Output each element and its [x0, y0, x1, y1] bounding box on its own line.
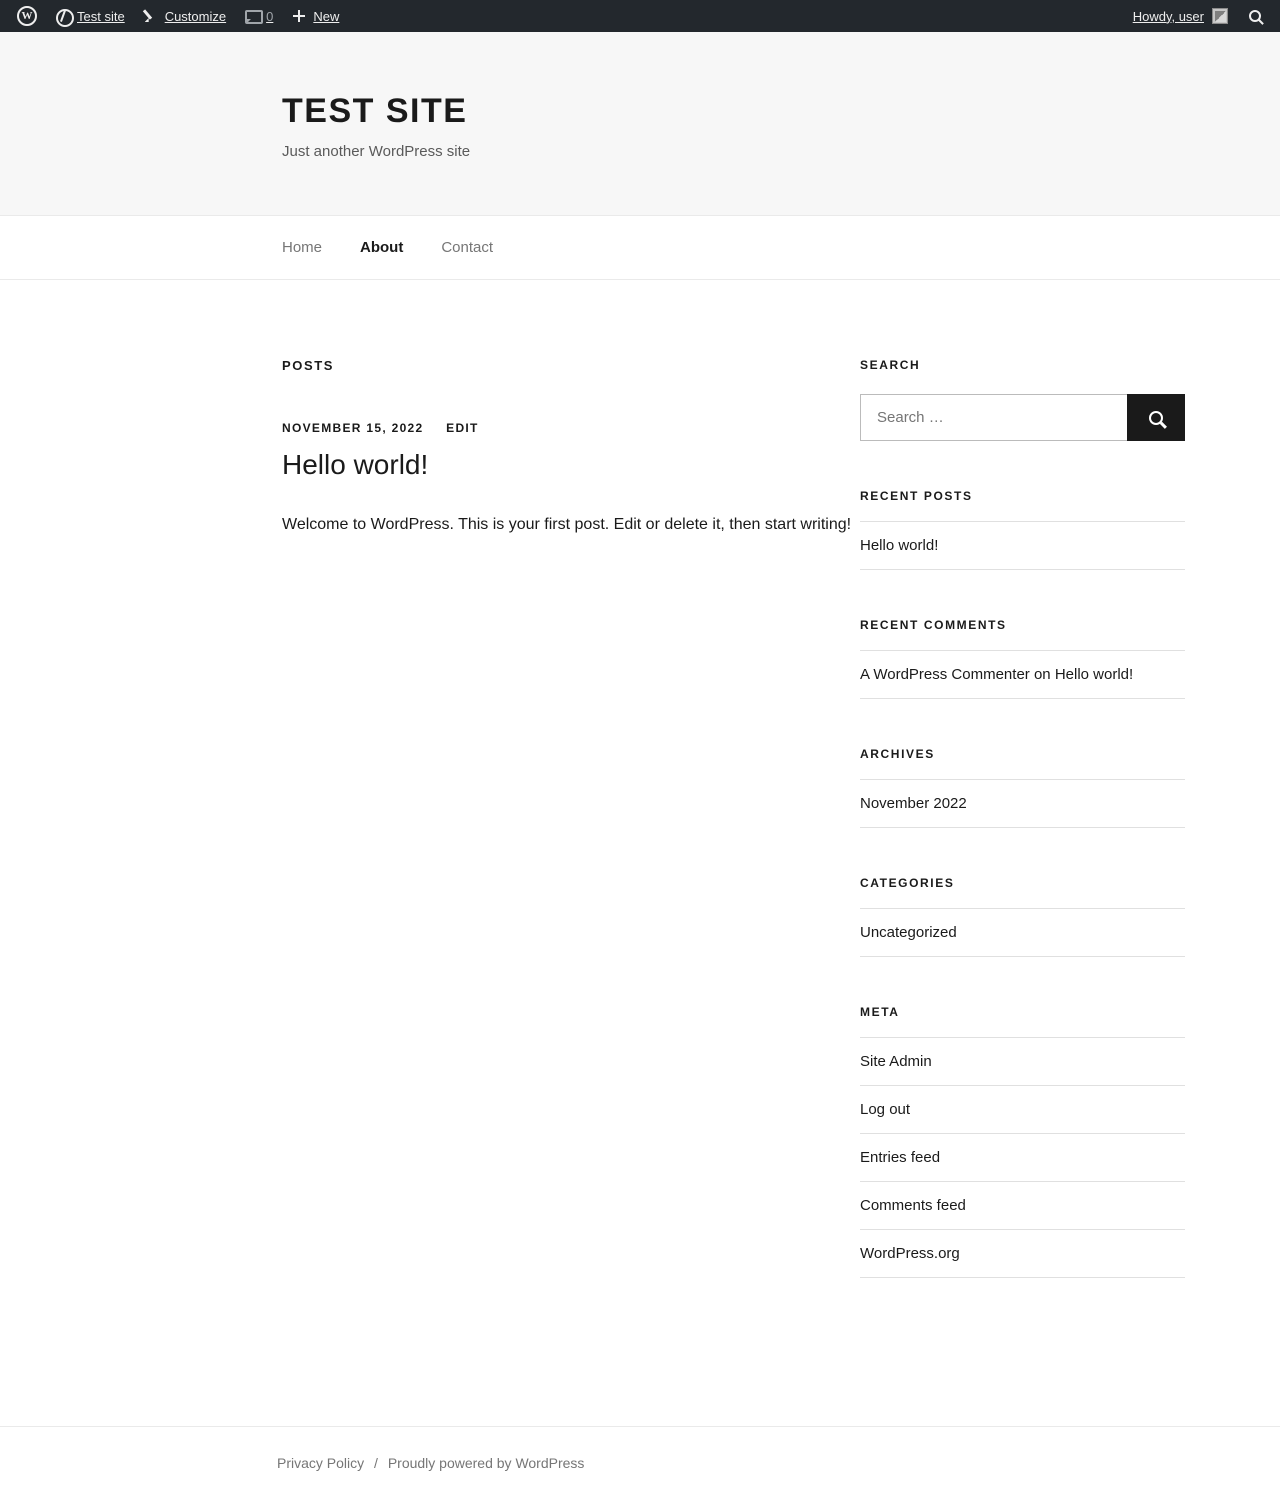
admin-bar-customize-label: Customize	[164, 8, 227, 24]
widget-recent-posts-title: RECENT POSTS	[860, 489, 973, 503]
recent-comments-list	[860, 650, 1185, 699]
list-item	[860, 1230, 1185, 1278]
footer-wrap	[94, 1455, 1186, 1471]
pencil-icon	[143, 8, 159, 24]
meta-list	[860, 1037, 1185, 1278]
footer-credits	[277, 1455, 1186, 1471]
category-link[interactable]: Uncategorized	[860, 924, 957, 941]
main-content	[282, 358, 860, 1326]
site-header-wrap	[94, 92, 1186, 160]
nav-wrap	[94, 216, 1186, 279]
posts-section-label: POSTS	[282, 358, 335, 373]
admin-bar-new-label: New	[313, 8, 340, 24]
search-form	[860, 394, 1185, 441]
admin-bar-new-content[interactable]	[282, 0, 348, 32]
categories-list	[860, 908, 1185, 957]
admin-bar	[0, 0, 1280, 32]
nav-link-home[interactable]: Home	[282, 239, 323, 256]
widget-search	[860, 358, 1185, 441]
meta-link-site-admin[interactable]: Site Admin	[860, 1053, 932, 1070]
admin-bar-search-button[interactable]	[1238, 0, 1272, 32]
nav-item-contact	[441, 216, 531, 279]
archive-link[interactable]: November 2022	[860, 795, 967, 812]
meta-link-wordpress-org[interactable]: WordPress.org	[860, 1245, 960, 1262]
nav-link-about[interactable]: About	[360, 239, 404, 256]
search-icon	[1249, 10, 1261, 22]
site-branding	[282, 92, 1186, 160]
admin-bar-wp-logo[interactable]	[8, 0, 46, 32]
comment-post-link[interactable]: Hello world!	[1054, 666, 1134, 683]
widget-meta	[860, 1005, 1185, 1278]
plus-icon	[291, 8, 307, 24]
list-item	[860, 1134, 1185, 1182]
archives-list	[860, 779, 1185, 828]
comment-on-word: on	[1033, 666, 1051, 683]
post-article	[282, 421, 860, 538]
search-input[interactable]	[860, 394, 1127, 441]
recent-posts-list	[860, 521, 1185, 570]
admin-bar-right-group	[1123, 0, 1272, 32]
footer-privacy-policy-link[interactable]: Privacy Policy	[277, 1455, 365, 1471]
widget-recent-comments	[860, 618, 1185, 699]
widget-meta-title: META	[860, 1005, 900, 1019]
list-item	[860, 650, 1185, 699]
widget-recent-comments-title: RECENT COMMENTS	[860, 618, 1007, 632]
nav-list	[282, 216, 1186, 279]
admin-bar-my-account[interactable]	[1123, 0, 1238, 32]
meta-link-entries-feed[interactable]: Entries feed	[860, 1149, 941, 1166]
recent-post-link[interactable]: Hello world!	[860, 537, 939, 554]
admin-bar-comments[interactable]	[235, 0, 282, 32]
post-edit-link[interactable]: EDIT	[446, 421, 479, 435]
content-wrap	[94, 280, 1186, 1326]
footer-credit-link[interactable]: Proudly powered by WordPress	[387, 1455, 585, 1471]
post-content	[282, 512, 860, 538]
list-item	[860, 1182, 1185, 1230]
search-submit-button[interactable]	[1127, 394, 1185, 441]
widget-search-title: SEARCH	[860, 358, 921, 372]
comment-icon	[244, 8, 260, 24]
list-item	[860, 521, 1185, 570]
meta-link-comments-feed[interactable]: Comments feed	[860, 1197, 966, 1214]
comment-author: A WordPress Commenter	[860, 666, 1030, 683]
list-item	[860, 908, 1185, 957]
page-title[interactable]: TEST SITE	[282, 92, 468, 130]
list-item	[860, 779, 1185, 828]
sidebar	[860, 358, 1185, 1326]
widget-archives	[860, 747, 1185, 828]
admin-bar-customize[interactable]	[134, 0, 235, 32]
nav-item-home	[282, 216, 360, 279]
post-title-link[interactable]: Hello world!	[282, 449, 429, 480]
widget-recent-posts	[860, 489, 1185, 570]
widget-categories	[860, 876, 1185, 957]
admin-bar-comment-count: 0	[266, 8, 274, 24]
avatar	[1212, 8, 1228, 24]
site-header	[0, 32, 1280, 216]
primary-navigation	[0, 216, 1280, 280]
post-excerpt: Welcome to WordPress. This is your first post. Edit or delete it, then start writing!	[282, 516, 852, 533]
admin-bar-howdy-label: Howdy, user	[1132, 8, 1204, 24]
nav-link-contact[interactable]: Contact	[441, 239, 494, 256]
widget-archives-title: ARCHIVES	[860, 747, 935, 761]
nav-item-about	[360, 216, 441, 279]
search-icon	[1149, 411, 1163, 425]
admin-bar-site-name[interactable]	[46, 0, 134, 32]
meta-link-log-out[interactable]: Log out	[860, 1101, 911, 1118]
house-icon	[55, 8, 71, 24]
post-meta	[282, 421, 860, 435]
widget-categories-title: CATEGORIES	[860, 876, 955, 890]
site-footer	[0, 1426, 1280, 1511]
post-date-link[interactable]: NOVEMBER 15, 2022	[282, 421, 424, 435]
site-tagline: Just another WordPress site	[282, 143, 471, 160]
footer-separator: /	[374, 1455, 378, 1471]
admin-bar-site-name-label: Test site	[77, 8, 125, 24]
list-item	[860, 1086, 1185, 1134]
wordpress-logo-icon	[17, 6, 37, 26]
post-title	[282, 447, 860, 482]
list-item	[860, 1037, 1185, 1086]
content-area	[282, 280, 1186, 1326]
